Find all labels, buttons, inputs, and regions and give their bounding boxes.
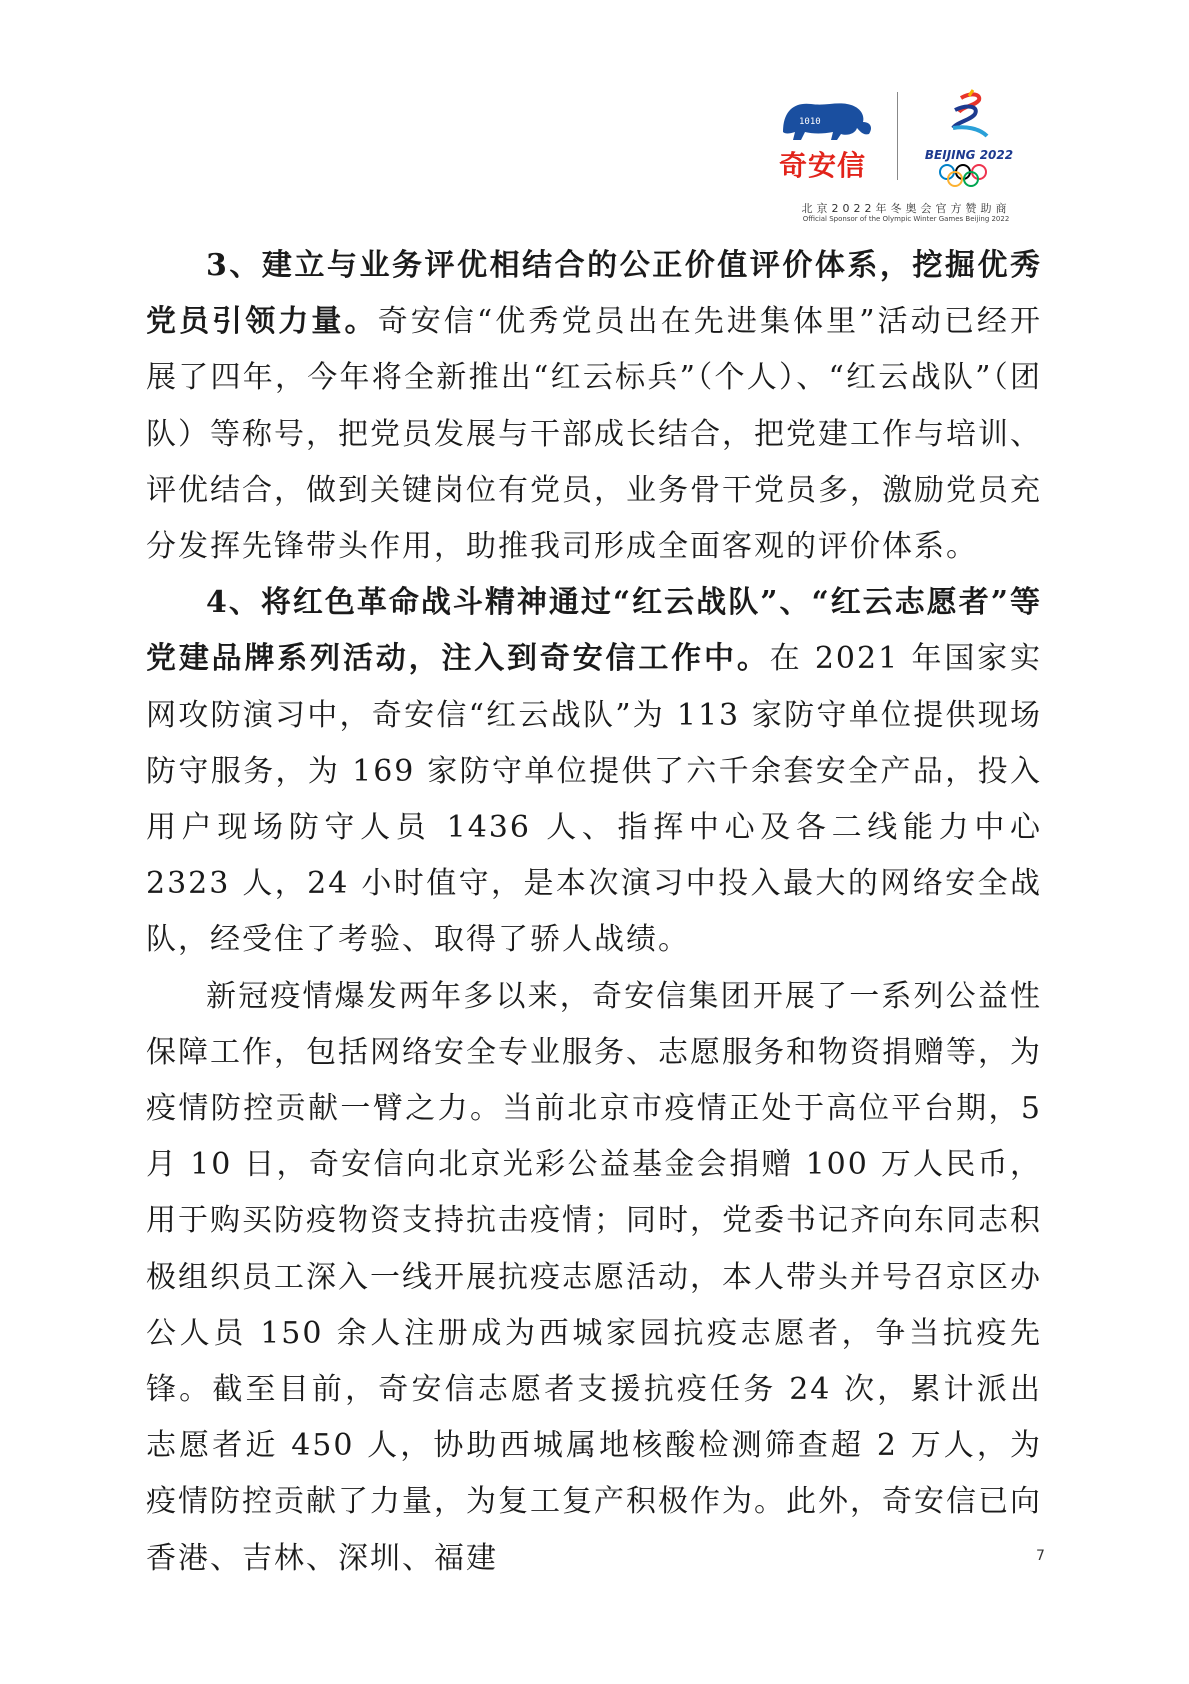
document-body: [146, 238, 1042, 1587]
tiger-icon: [777, 88, 877, 144]
beijing-2022-text: BEIJING 2022: [924, 148, 1014, 162]
sponsor-text-en: Official Sponsor of the Olympic Winter Games Beijing 2022: [802, 215, 1010, 223]
brand-name: 奇安信: [779, 149, 867, 182]
qianxin-logo: [777, 88, 887, 182]
sponsor-text-cn: 北京2022年冬奥会官方赞助商: [801, 202, 1011, 215]
paragraph-text: 奇安信“优秀党员出在先进集体里”活动已经开展了四年，今年将全新推出“红云标兵”（个人）、“红云战队”（团队）等称号，把党员发展与干部成长结合，把党建工作与培训、评优结合，做到关键岗位有党员，业务骨干党员多，激励党员充分发挥先锋带头作用，助推我司形成全面客观的评价体系。: [146, 304, 1042, 565]
olympic-rings-icon: [909, 164, 1029, 188]
paragraph-4: [146, 575, 1042, 968]
page-header: [777, 88, 1037, 228]
svg-text:1010: 1010: [799, 117, 821, 127]
paragraph-text: 新冠疫情爆发两年多以来，奇安信集团开展了一系列公益性保障工作，包括网络安全专业服务、志愿服务和物资捐赠等，为疫情防控贡献一臂之力。当前北京市疫情正处于高位平台期，5 月 10 日，奇安信向北京光彩公益基金会捐赠 100 万人民币，用于购买防疫物资支持抗击疫情；同时，党委书记齐向东同志积极组织员工深入一线开展抗疫志愿活动，本人带头并号召京区办公人员 150 余人注册成为西城家园抗疫志愿者，争当抗疫先锋。截至目前，奇安信志愿者支援抗疫任务 24 次，累计派出志愿者近 450 人，协助西城属地核酸检测筛查超 2 万人，为疫情防控贡献了力量，为复工复产积极作为。此外，奇安信已向香港、吉林、深圳、福建: [146, 978, 1042, 1576]
paragraph-text: 在 2021 年国家实网攻防演习中，奇安信“红云战队”为 113 家防守单位提供现场防守服务，为 169 家防守单位提供了六千余套安全产品，投入用户现场防守人员 1436 人、指挥中心及各二线能力中心 2323 人，24 小时值守，是本次演习中投入最大的网络安全战队，经受住了考验、取得了骄人战绩。: [146, 641, 1042, 958]
beijing-2022-logo: [909, 88, 1029, 188]
logo-divider: [897, 92, 898, 180]
page-number: 7: [1036, 1548, 1045, 1564]
paragraph-heading: 3、建立与业务评优相结合的公正价值评价体系，挖掘优秀党员引领力量。: [146, 248, 1042, 340]
paragraph-3: [146, 238, 1042, 575]
winter-olympics-emblem-icon: [909, 88, 1029, 148]
paragraph-heading: 4、将红色革命战斗精神通过“红云战队”、“红云志愿者”等党建品牌系列活动，注入到奇安信工作中。: [146, 585, 1042, 677]
paragraph-covid: [146, 969, 1042, 1587]
